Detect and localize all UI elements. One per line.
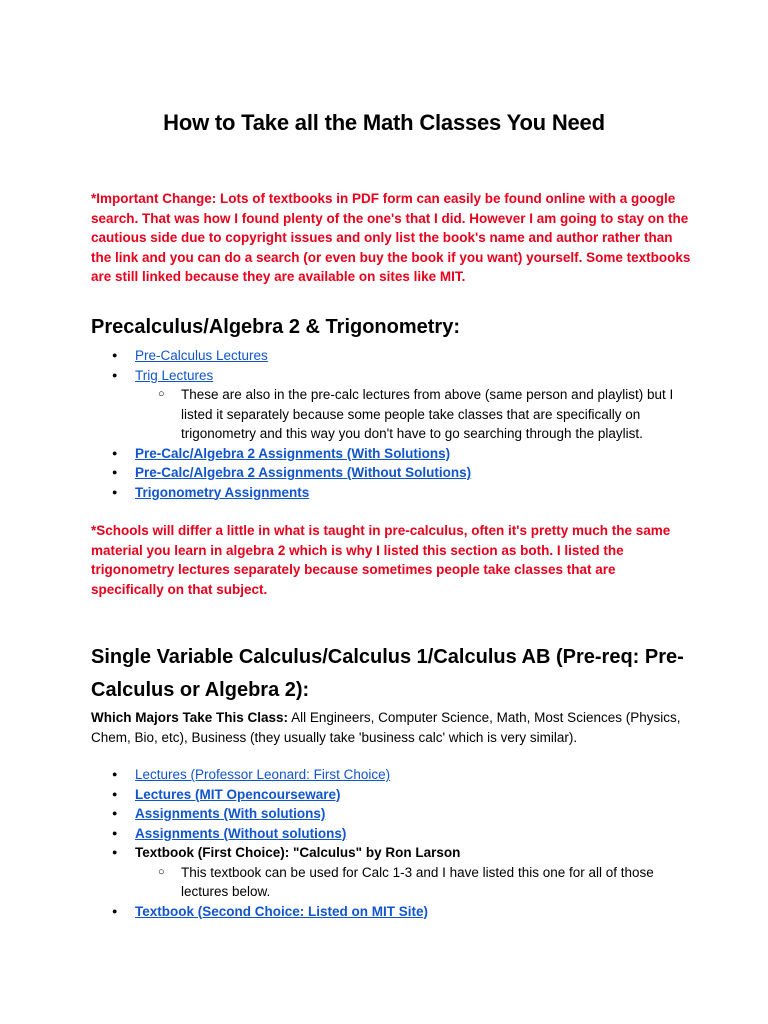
section-heading-precalculus: Precalculus/Algebra 2 & Trigonometry:	[91, 316, 460, 338]
pre-calculus-lectures-link[interactable]: Pre-Calculus Lectures	[135, 348, 268, 363]
precalculus-resource-list	[91, 346, 691, 502]
textbook-first-choice-item: ● Textbook (First Choice): "Calculus" by Ron Larson	[91, 843, 691, 863]
list-item	[91, 366, 691, 386]
list-item	[91, 824, 691, 844]
list-item	[91, 463, 691, 483]
textbook-second-choice-link[interactable]: Textbook (Second Choice: Listed on MIT Site)	[135, 903, 429, 919]
majors-text: All Engineers, Computer Science, Math, Most Sciences (Physics, Chem, Bio, etc), Business (they usually take 'business calc' which is very similar).	[91, 710, 681, 745]
list-item	[91, 785, 691, 805]
list-item	[91, 765, 691, 785]
assignments-with-solutions-link[interactable]: Assignments (With solutions)	[135, 806, 326, 821]
list-item	[91, 444, 691, 464]
list-item	[91, 346, 691, 366]
sub-list-item: ○ These are also in the pre-calc lectures from above (same person and playlist) but I listed it separately because some people take classes that are specifically on trigonometry and this way you don't have to go searching through the playlist.	[91, 385, 691, 444]
calculus-resource-list	[91, 765, 691, 921]
section-heading-single-variable-calculus: Single Variable Calculus/Calculus 1/Calculus AB (Pre-req: Pre-Calculus or Algebra 2):	[91, 646, 684, 701]
trig-lectures-link[interactable]: Trig Lectures	[135, 367, 214, 383]
important-change-note: *Important Change: Lots of textbooks in PDF form can easily be found online with a google search. That was how I found plenty of the one's that I did. However I am going to stay on the cautious side due to copyright issues and only list the book's name and author rather than the link and you can do a search (or even buy the book if you want) yourself. Some textbooks are still linked because they are available on sites like MIT.	[91, 191, 691, 284]
lectures-professor-leonard-link[interactable]: Lectures (Professor Leonard: First Choice)	[135, 767, 391, 782]
page-title: How to Take all the Math Classes You Need	[163, 110, 605, 135]
majors-paragraph	[91, 708, 691, 747]
precalc-assignments-without-solutions-link[interactable]: Pre-Calc/Algebra 2 Assignments (Without Solutions)	[135, 465, 472, 480]
lectures-mit-opencourseware-link[interactable]: Lectures (MIT Opencourseware)	[135, 786, 341, 802]
list-item	[91, 902, 691, 922]
assignments-without-solutions-link[interactable]: Assignments (Without solutions)	[135, 825, 347, 841]
precalc-assignments-with-solutions-link[interactable]: Pre-Calc/Algebra 2 Assignments (With Solutions)	[135, 445, 451, 461]
majors-label: Which Majors Take This Class:	[91, 710, 289, 725]
list-item	[91, 483, 691, 503]
list-item	[91, 804, 691, 824]
sub-list-item: ○ This textbook can be used for Calc 1-3 and I have listed this one for all of those lectures below.	[91, 863, 691, 902]
trigonometry-assignments-link[interactable]: Trigonometry Assignments	[135, 484, 310, 500]
schools-differ-note: *Schools will differ a little in what is taught in pre-calculus, often it's pretty much the same material you learn in algebra 2 which is why I listed this section as both. I listed the trigonometry lectures separately because sometimes people take classes that are specifically on that subject.	[91, 523, 671, 597]
